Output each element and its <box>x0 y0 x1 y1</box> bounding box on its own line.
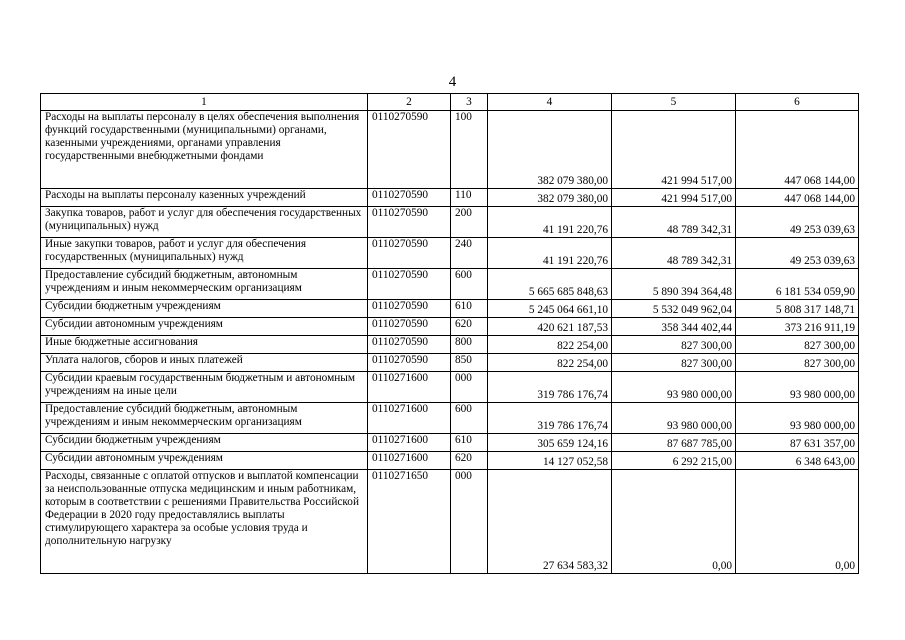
table-row <box>41 318 859 336</box>
row-amount-col6: 373 216 911,19 <box>736 318 859 336</box>
table-row <box>41 470 859 574</box>
table-row <box>41 372 859 403</box>
table-row <box>41 403 859 434</box>
row-name: Расходы на выплаты персоналу в целях обеспечения выполнения функций государственными (муниципальными) органами, казенными учреждениями, органами управления государственными внебюджетными фондами <box>41 111 368 189</box>
table-row <box>41 336 859 354</box>
row-target-code: 0110271600 <box>368 372 451 403</box>
table-row <box>41 111 859 189</box>
row-expense-kind: 200 <box>451 207 488 238</box>
row-expense-kind: 100 <box>451 111 488 189</box>
row-amount-col5: 93 980 000,00 <box>612 403 736 434</box>
row-target-code: 0110270590 <box>368 336 451 354</box>
row-target-code: 0110270590 <box>368 300 451 318</box>
row-amount-col6: 827 300,00 <box>736 354 859 372</box>
table-row <box>41 452 859 470</box>
row-amount-col6: 0,00 <box>736 470 859 574</box>
row-amount-col4: 382 079 380,00 <box>488 111 612 189</box>
row-amount-col6: 49 253 039,63 <box>736 238 859 269</box>
row-amount-col4: 14 127 052,58 <box>488 452 612 470</box>
row-amount-col6: 93 980 000,00 <box>736 372 859 403</box>
row-name: Предоставление субсидий бюджетным, автономным учреждениям и иным некоммерческим организациям <box>41 269 368 300</box>
row-expense-kind: 610 <box>451 434 488 452</box>
row-amount-col5: 358 344 402,44 <box>612 318 736 336</box>
table-row <box>41 238 859 269</box>
table-header-row <box>41 94 859 111</box>
row-amount-col4: 41 191 220,76 <box>488 207 612 238</box>
row-expense-kind: 600 <box>451 269 488 300</box>
row-expense-kind: 620 <box>451 452 488 470</box>
table-row <box>41 300 859 318</box>
row-amount-col5: 5 532 049 962,04 <box>612 300 736 318</box>
row-target-code: 0110270590 <box>368 207 451 238</box>
row-expense-kind: 000 <box>451 470 488 574</box>
row-target-code: 0110271650 <box>368 470 451 574</box>
row-amount-col5: 87 687 785,00 <box>612 434 736 452</box>
row-name: Иные закупки товаров, работ и услуг для обеспечения государственных (муниципальных) нужд <box>41 238 368 269</box>
row-name: Расходы на выплаты персоналу казенных учреждений <box>41 189 368 207</box>
row-expense-kind: 000 <box>451 372 488 403</box>
row-target-code: 0110271600 <box>368 452 451 470</box>
row-name: Уплата налогов, сборов и иных платежей <box>41 354 368 372</box>
header-col-4: 4 <box>488 94 612 111</box>
row-target-code: 0110270590 <box>368 111 451 189</box>
row-amount-col6: 49 253 039,63 <box>736 207 859 238</box>
header-col-3: 3 <box>451 94 488 111</box>
row-amount-col5: 827 300,00 <box>612 354 736 372</box>
row-amount-col5: 93 980 000,00 <box>612 372 736 403</box>
row-amount-col6: 447 068 144,00 <box>736 111 859 189</box>
row-amount-col6: 447 068 144,00 <box>736 189 859 207</box>
row-amount-col4: 822 254,00 <box>488 336 612 354</box>
row-name: Субсидии автономным учреждениям <box>41 452 368 470</box>
row-amount-col4: 382 079 380,00 <box>488 189 612 207</box>
row-name: Субсидии автономным учреждениям <box>41 318 368 336</box>
row-expense-kind: 850 <box>451 354 488 372</box>
row-target-code: 0110270590 <box>368 269 451 300</box>
row-amount-col5: 827 300,00 <box>612 336 736 354</box>
row-amount-col5: 0,00 <box>612 470 736 574</box>
row-target-code: 0110270590 <box>368 238 451 269</box>
row-amount-col4: 319 786 176,74 <box>488 372 612 403</box>
row-amount-col6: 93 980 000,00 <box>736 403 859 434</box>
row-amount-col4: 27 634 583,32 <box>488 470 612 574</box>
row-amount-col5: 421 994 517,00 <box>612 189 736 207</box>
row-amount-col6: 6 348 643,00 <box>736 452 859 470</box>
row-amount-col5: 6 292 215,00 <box>612 452 736 470</box>
header-col-5: 5 <box>612 94 736 111</box>
row-target-code: 0110270590 <box>368 318 451 336</box>
row-amount-col6: 87 631 357,00 <box>736 434 859 452</box>
row-amount-col5: 5 890 394 364,48 <box>612 269 736 300</box>
row-expense-kind: 600 <box>451 403 488 434</box>
row-expense-kind: 610 <box>451 300 488 318</box>
row-amount-col4: 305 659 124,16 <box>488 434 612 452</box>
row-name: Субсидии бюджетным учреждениям <box>41 300 368 318</box>
header-col-1: 1 <box>41 94 368 111</box>
row-name: Иные бюджетные ассигнования <box>41 336 368 354</box>
row-name: Субсидии бюджетным учреждениям <box>41 434 368 452</box>
row-expense-kind: 620 <box>451 318 488 336</box>
row-amount-col4: 319 786 176,74 <box>488 403 612 434</box>
row-amount-col5: 421 994 517,00 <box>612 111 736 189</box>
row-amount-col5: 48 789 342,31 <box>612 238 736 269</box>
budget-table <box>40 93 859 574</box>
row-target-code: 0110271600 <box>368 403 451 434</box>
row-name: Предоставление субсидий бюджетным, автономным учреждениям и иным некоммерческим организациям <box>41 403 368 434</box>
row-expense-kind: 240 <box>451 238 488 269</box>
row-amount-col5: 48 789 342,31 <box>612 207 736 238</box>
row-amount-col6: 6 181 534 059,90 <box>736 269 859 300</box>
row-amount-col4: 5 245 064 661,10 <box>488 300 612 318</box>
row-name: Субсидии краевым государственным бюджетным и автономным учреждениям на иные цели <box>41 372 368 403</box>
table-row <box>41 354 859 372</box>
row-amount-col4: 41 191 220,76 <box>488 238 612 269</box>
table-row <box>41 269 859 300</box>
page-number: 4 <box>448 74 457 90</box>
table-row <box>41 207 859 238</box>
table-row <box>41 434 859 452</box>
row-amount-col4: 5 665 685 848,63 <box>488 269 612 300</box>
row-amount-col4: 822 254,00 <box>488 354 612 372</box>
row-amount-col6: 5 808 317 148,71 <box>736 300 859 318</box>
row-expense-kind: 110 <box>451 189 488 207</box>
row-expense-kind: 800 <box>451 336 488 354</box>
row-target-code: 0110271600 <box>368 434 451 452</box>
header-col-6: 6 <box>736 94 859 111</box>
row-target-code: 0110270590 <box>368 189 451 207</box>
row-amount-col6: 827 300,00 <box>736 336 859 354</box>
header-col-2: 2 <box>368 94 451 111</box>
row-amount-col4: 420 621 187,53 <box>488 318 612 336</box>
table-row <box>41 189 859 207</box>
row-name: Закупка товаров, работ и услуг для обеспечения государственных (муниципальных) нужд <box>41 207 368 238</box>
row-target-code: 0110270590 <box>368 354 451 372</box>
row-name: Расходы, связанные с оплатой отпусков и выплатой компенсации за неиспользованные отпуска медицинским и иным работникам, которым в соответствии с решениями Правительства Российской Федерации в 2020 году предоставлялись выплаты стимулирующего характера за особые условия труда и дополнительную нагрузку <box>41 470 368 574</box>
